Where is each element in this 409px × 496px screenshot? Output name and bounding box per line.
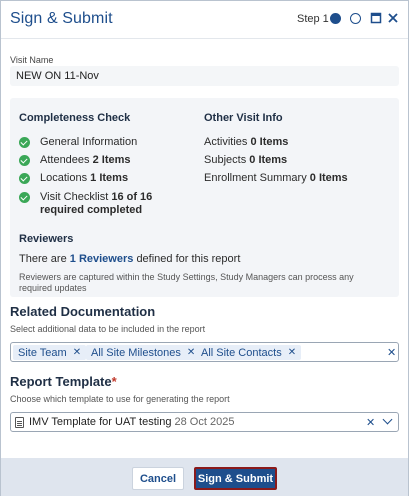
- sign-submit-button[interactable]: Sign & Submit: [194, 467, 277, 490]
- chip-all-site-contacts: [196, 345, 301, 360]
- step-2-indicator: [350, 13, 361, 24]
- check-attendees: [19, 154, 131, 167]
- chip-remove-icon[interactable]: ✕: [72, 347, 82, 358]
- chip-label: Site Team: [18, 346, 67, 359]
- maximize-icon[interactable]: [370, 12, 382, 24]
- check-label: Locations: [40, 172, 88, 184]
- check-visit-checklist: [19, 191, 189, 217]
- chip-site-team: [13, 345, 86, 360]
- dialog-header: [1, 1, 408, 39]
- check-value: 2 Items: [92, 154, 131, 166]
- check-circle-icon: [19, 137, 30, 148]
- report-template-hint: Choose which template to use for generating the report: [10, 394, 230, 404]
- check-value: 16 of 16 required completed: [40, 191, 153, 216]
- check-locations: [19, 172, 128, 185]
- info-value: 0 Items: [309, 172, 348, 184]
- cancel-button[interactable]: Cancel: [132, 467, 184, 490]
- report-template-select[interactable]: [10, 412, 399, 432]
- info-label: Subjects: [204, 154, 247, 166]
- related-docs-hint: Select additional data to be included in the report: [10, 324, 206, 334]
- info-subjects: [204, 154, 287, 166]
- other-info-heading: Other Visit Info: [204, 112, 283, 124]
- visit-name-label: Visit Name: [10, 55, 54, 65]
- reviewers-suffix: defined for this report: [136, 253, 241, 265]
- template-selected-value: [29, 416, 234, 428]
- chip-remove-icon[interactable]: ✕: [287, 347, 297, 358]
- template-name: IMV Template for UAT testing: [29, 416, 172, 428]
- close-icon[interactable]: [387, 12, 399, 24]
- reviewers-prefix: There are: [19, 253, 67, 265]
- check-label: Attendees: [40, 154, 90, 166]
- visit-name-field[interactable]: NEW ON 11-Nov: [10, 66, 399, 86]
- template-date: 28 Oct 2025: [174, 416, 235, 428]
- chip-all-site-milestones: [86, 345, 200, 360]
- check-circle-icon: [19, 173, 30, 184]
- check-circle-icon: [19, 155, 30, 166]
- clear-all-icon[interactable]: ✕: [387, 347, 397, 359]
- info-activities: [204, 136, 288, 148]
- info-label: Activities: [204, 136, 248, 148]
- check-value: 1 Items: [90, 172, 129, 184]
- related-docs-title: Related Documentation: [10, 304, 156, 319]
- info-value: 0 Items: [249, 154, 288, 166]
- completeness-heading: Completeness Check: [19, 112, 131, 124]
- check-label: General Information: [40, 136, 138, 148]
- step-1-indicator: [330, 13, 341, 24]
- reviewers-heading: Reviewers: [19, 233, 74, 245]
- info-enrollment-summary: [204, 172, 348, 184]
- document-icon: [15, 417, 24, 428]
- check-label: Visit Checklist: [40, 191, 109, 203]
- summary-panel: [10, 98, 399, 297]
- dialog-title: Sign & Submit: [10, 10, 113, 27]
- related-docs-select[interactable]: [10, 342, 399, 362]
- clear-template-icon[interactable]: ✕: [366, 417, 376, 429]
- report-template-label: Report Template: [10, 374, 112, 389]
- reviewers-summary: [19, 253, 240, 265]
- check-general-info: [19, 136, 137, 149]
- info-label: Enrollment Summary: [204, 172, 307, 184]
- reviewers-note: Reviewers are captured within the Study Settings, Study Managers can process any required updates: [19, 272, 354, 293]
- dialog-footer: [1, 458, 408, 496]
- reviewers-link[interactable]: 1 Reviewers: [69, 253, 134, 265]
- chevron-down-icon[interactable]: [383, 415, 393, 425]
- chip-label: All Site Contacts: [201, 346, 282, 359]
- check-circle-icon: [19, 192, 30, 203]
- step-label: Step 1: [297, 13, 329, 25]
- info-value: 0 Items: [250, 136, 289, 148]
- chip-label: All Site Milestones: [91, 346, 181, 359]
- report-template-title: [10, 374, 117, 389]
- required-mark: *: [111, 374, 117, 389]
- chip-remove-icon[interactable]: ✕: [186, 347, 196, 358]
